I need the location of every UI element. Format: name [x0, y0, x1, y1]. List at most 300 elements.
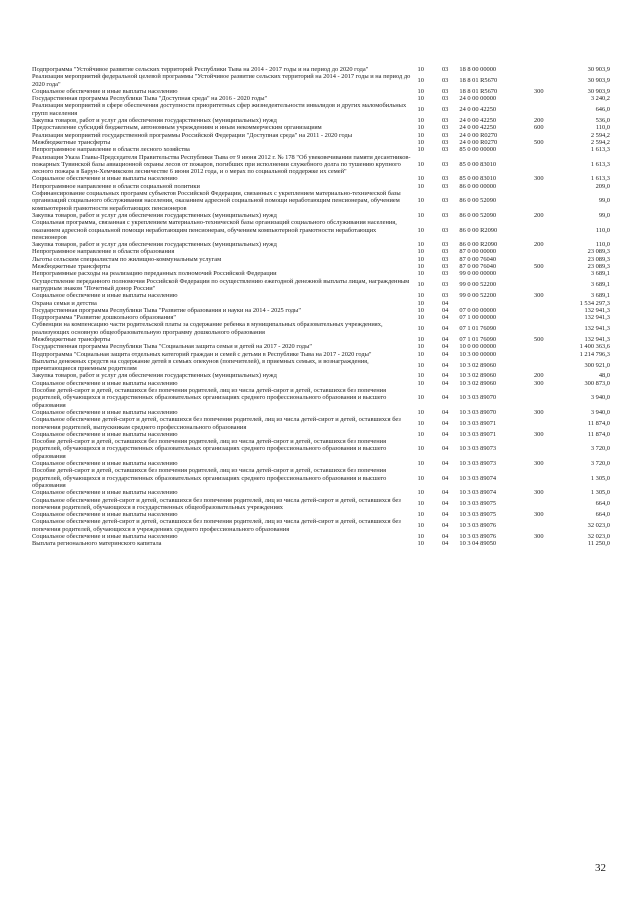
subsection-code: 03: [441, 182, 449, 190]
expense-name: Социальная программа, связанная с укреплением материально-технической базы организаций социального обслуживания населения, оказанием адресной социальной помощи неработающим пенсионерам, обучением компьютерной грамотности неработающих пенсионеров: [32, 219, 397, 241]
subsection-code: 03: [441, 76, 449, 84]
amount: 30 903,9: [587, 76, 610, 84]
amount: 3 689,1: [590, 292, 610, 300]
amount: 3 720,0: [590, 460, 610, 468]
expense-type-code: 300: [533, 489, 544, 497]
expense-type-code: [527, 438, 551, 460]
target-article-code: 10 3 03 89071: [459, 430, 497, 438]
expense-type-code: 300: [533, 87, 544, 95]
subsection-code: 04: [441, 343, 449, 351]
amount: 30 903,9: [587, 66, 610, 73]
amount: 664,0: [595, 500, 610, 508]
section-code: 10: [417, 445, 424, 453]
amount: 132 941,3: [584, 335, 610, 343]
target-article-code: 10 3 03 89073: [459, 445, 497, 453]
subsection-code: 04: [441, 306, 449, 314]
subsection-code: 04: [441, 394, 449, 402]
expense-type-code: [527, 154, 551, 176]
section-code: 10: [417, 248, 424, 256]
amount: 132 941,3: [584, 314, 610, 322]
subsection-code: 03: [441, 124, 449, 132]
subsection-code: 03: [441, 95, 449, 103]
table-row: [32, 124, 610, 131]
target-article-code: 99 0 00 00000: [459, 270, 497, 278]
section-code: 10: [417, 540, 424, 548]
target-article-code: 10 3 02 89060: [459, 379, 497, 387]
amount: 30 903,9: [587, 87, 610, 95]
amount: 2 594,2: [590, 131, 610, 139]
amount: 48,0: [598, 372, 610, 380]
amount: 209,0: [595, 182, 610, 190]
table-row: [32, 270, 610, 277]
expense-name: Социальное обеспечение и иные выплаты населению: [32, 430, 178, 438]
table-row: [32, 95, 610, 102]
expense-name: Осуществление переданного полномочия Российской Федерации по осуществлению ежегодной денежной выплаты лицам, награжденным нагрудным знаком "Почетный донор России": [32, 277, 410, 292]
table-row: [32, 489, 610, 496]
target-article-code: 10 3 03 89076: [459, 522, 497, 530]
expense-type-code: 300: [533, 175, 544, 183]
section-code: 10: [417, 372, 424, 380]
section-code: 10: [417, 131, 424, 139]
subsection-code: 03: [441, 226, 449, 234]
target-article-code: 10 0 00 00000: [459, 343, 497, 351]
expense-name: Социальное обеспечение и иные выплаты населению: [32, 87, 178, 95]
table-row: [32, 321, 610, 336]
expense-type-code: [527, 307, 551, 314]
expense-name: Предоставление субсидий бюджетным, автономным учреждениям и иным некоммерческим организациям: [32, 124, 322, 132]
section-code: 10: [417, 87, 424, 95]
target-article-code: 85 0 00 83010: [459, 160, 497, 168]
target-article-code: 24 0 00 42250: [459, 124, 497, 132]
section-code: 10: [417, 182, 424, 190]
expense-name: Реализация мероприятий государственной программы Российской Федерации "Доступная среда" на 2011 - 2020 годы: [32, 131, 353, 139]
expense-name: Закупка товаров, работ и услуг для обеспечения государственных (муниципальных) нужд: [32, 211, 277, 219]
expense-name: Закупка товаров, работ и услуг для обеспечения государственных (муниципальных) нужд: [32, 241, 277, 249]
section-code: 10: [417, 241, 424, 249]
table-row: [32, 336, 610, 343]
subsection-code: 04: [441, 419, 449, 427]
table-row: [32, 278, 610, 293]
expense-name: Охрана семьи и детства: [32, 299, 97, 307]
expense-name: Льготы сельским специалистам по жилищно-коммунальным услугам: [32, 255, 222, 263]
subsection-code: 03: [441, 211, 449, 219]
table-row: [32, 154, 610, 176]
amount: 1 613,3: [590, 160, 610, 168]
expense-type-code: [527, 256, 551, 263]
section-code: 10: [417, 489, 424, 497]
expense-name: Социальное обеспечение и иные выплаты населению: [32, 533, 178, 540]
target-article-code: 10 3 02 89060: [459, 361, 497, 369]
subsection-code: 04: [441, 335, 449, 343]
expense-type-code: [527, 95, 551, 102]
expense-type-code: 200: [533, 117, 544, 125]
expense-type-code: [527, 73, 551, 88]
section-code: 10: [417, 117, 424, 125]
expense-type-code: 300: [533, 379, 544, 387]
budget-table-body: [32, 66, 610, 548]
expense-type-code: [527, 66, 551, 73]
table-row: [32, 190, 610, 212]
section-code: 10: [417, 146, 424, 154]
subsection-code: 03: [441, 241, 449, 249]
table-row: [32, 256, 610, 263]
expense-name: Подпрограмма "Социальная защита отдельных категорий граждан и семей с детьми в Республике Тыва на 2017 - 2020 годы": [32, 350, 372, 358]
amount: 3 689,1: [590, 270, 610, 278]
amount: 1 613,3: [590, 146, 610, 154]
table-row: [32, 497, 610, 512]
target-article-code: 10 3 03 89074: [459, 489, 497, 497]
amount: 99,0: [598, 197, 610, 205]
target-article-code: 24 0 00 R0270: [459, 131, 498, 139]
table-row: [32, 132, 610, 139]
expense-name: Пособие детей-сирот и детей, оставшихся без попечения родителей, лиц из числа детей-сирот и детей, оставшихся без попечения родителей, обучающихся в государственных образовательных организациях среднего профессионального образования и высшего образования: [32, 467, 387, 489]
expense-type-code: 300: [533, 430, 544, 438]
subsection-code: 04: [441, 511, 449, 519]
amount: 1 400 363,6: [579, 343, 610, 351]
subsection-code: 04: [441, 474, 449, 482]
page-number: 32: [595, 862, 606, 874]
subsection-code: 03: [441, 292, 449, 300]
table-row: [32, 300, 610, 307]
expense-type-code: [527, 497, 551, 512]
section-code: 10: [417, 138, 424, 146]
amount: 3 720,0: [590, 445, 610, 453]
target-article-code: 10 3 03 89075: [459, 511, 497, 519]
subsection-code: 03: [441, 117, 449, 125]
table-row: [32, 175, 610, 182]
section-code: 10: [417, 350, 424, 358]
amount: 300 873,0: [584, 379, 610, 387]
expense-name: Социальное обеспечение и иные выплаты населению: [32, 379, 178, 387]
subsection-code: 04: [441, 325, 449, 333]
table-row: [32, 533, 610, 540]
expense-name: Межбюджетные трансферты: [32, 335, 111, 343]
section-code: 10: [417, 460, 424, 468]
table-row: [32, 183, 610, 190]
amount: 99,0: [598, 211, 610, 219]
amount: 3 940,0: [590, 394, 610, 402]
expense-type-code: 300: [533, 511, 544, 519]
expense-name: Реализация Указа Главы-Председателя Правительства Республики Тыва от 9 июня 2012 г. № 178 "Об увековечивании памяти десантников-пожарных Тувинской базы авиационной охраны лесов от пожаров, погибших при исполнении служебного долга по тушению крупного лесного пожара в Барун-Хемчикском лесничестве 6 июня 2012 года, и о мерах по социальной поддержке их семей": [32, 153, 411, 176]
expense-name: Субвенции на компенсацию части родительской платы за содержание ребенка в муниципальных образовательных учреждениях, реализующих основную общеобразовательную программу дошкольного образования: [32, 321, 383, 336]
subsection-code: 04: [441, 350, 449, 358]
section-code: 10: [417, 500, 424, 508]
expense-type-code: 300: [533, 460, 544, 468]
subsection-code: 04: [441, 489, 449, 497]
expense-type-code: 300: [533, 292, 544, 300]
section-code: 10: [417, 66, 424, 73]
section-code: 10: [417, 314, 424, 322]
amount: 110,0: [595, 241, 610, 249]
expense-name: Государственная программа Республики Тыва "Социальная защита семьи и детей на 2017 - 2020 годы": [32, 343, 312, 351]
amount: 536,0: [595, 117, 610, 125]
expense-type-code: [527, 540, 551, 547]
expense-type-code: 300: [533, 408, 544, 416]
table-row: [32, 73, 610, 88]
amount: 132 941,3: [584, 306, 610, 314]
amount: 1 613,3: [590, 175, 610, 183]
expense-type-code: [527, 300, 551, 307]
subsection-code: 03: [441, 248, 449, 256]
target-article-code: 07 0 00 00000: [459, 306, 497, 314]
target-article-code: 24 0 00 00000: [459, 95, 497, 103]
section-code: 10: [417, 306, 424, 314]
target-article-code: 99 0 00 52200: [459, 281, 497, 289]
target-article-code: 10 3 04 89050: [459, 540, 497, 548]
expense-type-code: [527, 102, 551, 117]
section-code: 10: [417, 292, 424, 300]
expense-name: Межбюджетные трансферты: [32, 138, 111, 146]
section-code: 10: [417, 197, 424, 205]
section-code: 10: [417, 299, 424, 307]
subsection-code: 03: [441, 175, 449, 183]
target-article-code: 85 0 00 00000: [459, 146, 497, 154]
subsection-code: 04: [441, 460, 449, 468]
expense-type-code: [527, 358, 551, 373]
target-article-code: 18 8 01 R5670: [459, 87, 498, 95]
section-code: 10: [417, 394, 424, 402]
target-article-code: 10 3 03 89070: [459, 394, 497, 402]
section-code: 10: [417, 511, 424, 519]
amount: 646,0: [595, 106, 610, 114]
section-code: 10: [417, 419, 424, 427]
amount: 1 534 297,3: [579, 299, 610, 307]
subsection-code: 04: [441, 522, 449, 530]
section-code: 10: [417, 335, 424, 343]
section-code: 10: [417, 281, 424, 289]
target-article-code: 10 3 03 89075: [459, 500, 497, 508]
target-article-code: 10 3 03 89076: [459, 533, 497, 540]
subsection-code: 04: [441, 430, 449, 438]
section-code: 10: [417, 325, 424, 333]
expense-name: Государственная программа Республики Тыва "Развитие образования и науки на 2014 - 2025 годы": [32, 306, 301, 314]
target-article-code: 87 0 00 00000: [459, 248, 497, 256]
table-row: [32, 372, 610, 379]
amount: 11 250,0: [587, 540, 610, 548]
amount: 1 305,0: [590, 474, 610, 482]
expense-type-code: [527, 351, 551, 358]
expense-name: Подпрограмма "Развитие дошкольного образования": [32, 314, 176, 322]
amount: 32 023,0: [587, 533, 610, 540]
table-row: [32, 117, 610, 124]
table-row: [32, 102, 610, 117]
expense-name: Социальное обеспечение и иные выплаты населению: [32, 460, 178, 468]
expense-type-code: [527, 387, 551, 409]
expense-name: Реализация мероприятий в сфере обеспечения доступности приоритетных сфер жизнедеятельности инвалидов и других маломобильных групп населения: [32, 102, 407, 117]
amount: 110,0: [595, 124, 610, 132]
target-article-code: 86 0 00 52090: [459, 197, 497, 205]
subsection-code: 04: [441, 361, 449, 369]
section-code: 10: [417, 226, 424, 234]
target-article-code: 87 0 00 76040: [459, 263, 497, 271]
expense-name: Выплаты денежных средств на содержание детей в семьях опекунов (попечителей), в приемных семьях, и вознаграждения, причитающиеся приемным родителям: [32, 357, 369, 373]
target-article-code: 07 1 01 76090: [459, 325, 497, 333]
expense-name: Государственная программа Республики Тыва "Доступная среда" на 2016 - 2020 годы": [32, 95, 268, 103]
table-row: [32, 343, 610, 350]
amount: 300 921,0: [584, 361, 610, 369]
table-row: [32, 263, 610, 270]
subsection-code: 03: [441, 270, 449, 278]
section-code: 10: [417, 175, 424, 183]
subsection-code: 04: [441, 299, 449, 307]
subsection-code: 03: [441, 263, 449, 271]
expense-type-code: [527, 321, 551, 336]
target-article-code: 24 0 00 42250: [459, 106, 497, 114]
expense-name: Пособие детей-сирот и детей, оставшихся без попечения родителей, лиц из числа детей-сирот и детей, оставшихся без попечения родителей, обучающихся в государственных образовательных организациях среднего профессионального образования и высшего образования: [32, 387, 387, 409]
table-row: [32, 139, 610, 146]
section-code: 10: [417, 255, 424, 263]
subsection-code: 03: [441, 138, 449, 146]
target-article-code: 10 3 03 89070: [459, 408, 497, 416]
section-code: 10: [417, 106, 424, 114]
table-row: [32, 314, 610, 321]
table-row: [32, 409, 610, 416]
table-row: [32, 219, 610, 241]
expense-type-code: [527, 314, 551, 321]
target-article-code: 86 0 00 52090: [459, 211, 497, 219]
target-article-code: 24 0 00 R0270: [459, 138, 498, 146]
subsection-code: 04: [441, 372, 449, 380]
expense-name: Социальное обеспечение и иные выплаты населению: [32, 489, 178, 497]
subsection-code: 04: [441, 533, 449, 540]
expense-type-code: [527, 343, 551, 350]
section-code: 10: [417, 160, 424, 168]
subsection-code: 04: [441, 314, 449, 322]
subsection-code: 03: [441, 146, 449, 154]
expense-type-code: [527, 132, 551, 139]
table-row: [32, 292, 610, 299]
subsection-code: 03: [441, 131, 449, 139]
subsection-code: 03: [441, 87, 449, 95]
target-article-code: 10 3 00 00000: [459, 350, 497, 358]
amount: 11 874,0: [587, 430, 610, 438]
subsection-code: 04: [441, 445, 449, 453]
target-article-code: 07 1 01 76090: [459, 335, 497, 343]
table-row: [32, 241, 610, 248]
expense-name: Непрограммные расходы на реализацию переданных полномочий Российской Федерации: [32, 270, 277, 278]
expense-name: Межбюджетные трансферты: [32, 263, 111, 271]
expense-type-code: 200: [533, 372, 544, 380]
subsection-code: 03: [441, 160, 449, 168]
expense-type-code: [527, 219, 551, 241]
expense-name: Подпрограмма "Устойчивое развитие сельских территорий Республики Тыва на 2014 - 2017 годы и на период до 2020 года": [32, 66, 369, 73]
section-code: 10: [417, 211, 424, 219]
subsection-code: 03: [441, 66, 449, 73]
expense-type-code: [527, 270, 551, 277]
expense-name: Закупка товаров, работ и услуг для обеспечения государственных (муниципальных) нужд: [32, 372, 277, 380]
table-row: [32, 307, 610, 314]
section-code: 10: [417, 533, 424, 540]
expense-type-code: 500: [533, 263, 544, 271]
amount: 3 940,0: [590, 408, 610, 416]
table-row: [32, 438, 610, 460]
amount: 11 874,0: [587, 419, 610, 427]
target-article-code: 87 0 00 76040: [459, 255, 497, 263]
expense-name: Непрограммное направление в области социальной политики: [32, 182, 200, 190]
subsection-code: 03: [441, 255, 449, 263]
table-row: [32, 416, 610, 431]
table-row: [32, 431, 610, 438]
amount: 1 305,0: [590, 489, 610, 497]
expense-name: Софинансирование социальных программ субъектов Российской Федерации, связанных с укреплением материально-технической базы организаций социального обслуживания населения, оказанием адресной социальной помощи неработающим пенсионерам, обучением компьютерной грамотности неработающих пенсионеров: [32, 190, 401, 212]
expense-type-code: 600: [533, 124, 544, 132]
table-row: [32, 540, 610, 547]
expense-type-code: 200: [533, 211, 544, 219]
section-code: 10: [417, 379, 424, 387]
table-row: [32, 511, 610, 518]
target-article-code: 99 0 00 52200: [459, 292, 497, 300]
expense-type-code: 300: [533, 533, 544, 540]
section-code: 10: [417, 270, 424, 278]
expense-name: Непрограммное направление в области лесного хозяйства: [32, 146, 190, 154]
target-article-code: 10 3 03 89074: [459, 474, 497, 482]
amount: 2 594,2: [590, 138, 610, 146]
expense-name: Социальное обеспечение детей-сирот и детей, оставшихся без попечения родителей, лиц из числа детей-сирот и детей, оставшихся без попечения родителей, обучающихся в учреждениях среднего профессионального образования: [32, 518, 401, 533]
budget-table: [32, 66, 610, 548]
amount: 23 089,3: [587, 263, 610, 271]
section-code: 10: [417, 263, 424, 271]
amount: 23 089,3: [587, 248, 610, 256]
section-code: 10: [417, 430, 424, 438]
expense-name: Социальное обеспечение и иные выплаты населению: [32, 408, 178, 416]
table-row: [32, 146, 610, 153]
subsection-code: 04: [441, 379, 449, 387]
subsection-code: 03: [441, 281, 449, 289]
section-code: 10: [417, 361, 424, 369]
expense-name: Непрограммное направление в области образования: [32, 248, 175, 256]
table-row: [32, 358, 610, 373]
expense-type-code: 500: [533, 138, 544, 146]
table-row: [32, 88, 610, 95]
expense-type-code: [527, 146, 551, 153]
table-row: [32, 66, 610, 73]
amount: 3 240,2: [590, 95, 610, 103]
expense-type-code: [527, 467, 551, 489]
expense-name: Выплата регионального материнского капитала: [32, 540, 162, 548]
section-code: 10: [417, 474, 424, 482]
target-article-code: 86 0 00 R2090: [459, 241, 498, 249]
subsection-code: 04: [441, 500, 449, 508]
table-row: [32, 248, 610, 255]
section-code: 10: [417, 95, 424, 103]
expense-type-code: [527, 190, 551, 212]
table-row: [32, 351, 610, 358]
target-article-code: 10 3 03 89073: [459, 460, 497, 468]
expense-name: Социальное обеспечение детей-сирот и детей, оставшихся без попечения родителей, лиц из числа детей-сирот и детей, оставшихся без попечения родителей, выпускникам среднего профессионального образования: [32, 416, 401, 431]
table-row: [32, 387, 610, 409]
expense-name: Пособие детей-сирот и детей, оставшихся без попечения родителей, лиц из числа детей-сирот и детей, оставшихся без попечения родителей, обучающихся в государственных образовательных организациях среднего профессионального образования и высшего образования: [32, 438, 387, 460]
section-code: 10: [417, 343, 424, 351]
amount: 23 089,3: [587, 255, 610, 263]
amount: 664,0: [595, 511, 610, 519]
subsection-code: 04: [441, 408, 449, 416]
expense-type-code: [527, 518, 551, 533]
target-article-code: 07 1 00 00000: [459, 314, 497, 322]
section-code: 10: [417, 124, 424, 132]
target-article-code: 10 3 03 89071: [459, 419, 497, 427]
expense-name: Закупка товаров, работ и услуг для обеспечения государственных (муниципальных) нужд: [32, 117, 277, 125]
table-row: [32, 518, 610, 533]
subsection-code: 03: [441, 106, 449, 114]
table-row: [32, 467, 610, 489]
table-row: [32, 212, 610, 219]
subsection-code: 03: [441, 197, 449, 205]
amount: 1 214 796,3: [579, 350, 610, 358]
target-article-code: 18 8 00 00000: [459, 66, 497, 73]
target-article-code: 85 0 00 83010: [459, 175, 497, 183]
expense-name: Реализация мероприятий федеральной целевой программы "Устойчивое развитие сельских территорий на 2014 - 2017 годы и на период до 2020 года": [32, 73, 411, 88]
expense-type-code: 500: [533, 335, 544, 343]
